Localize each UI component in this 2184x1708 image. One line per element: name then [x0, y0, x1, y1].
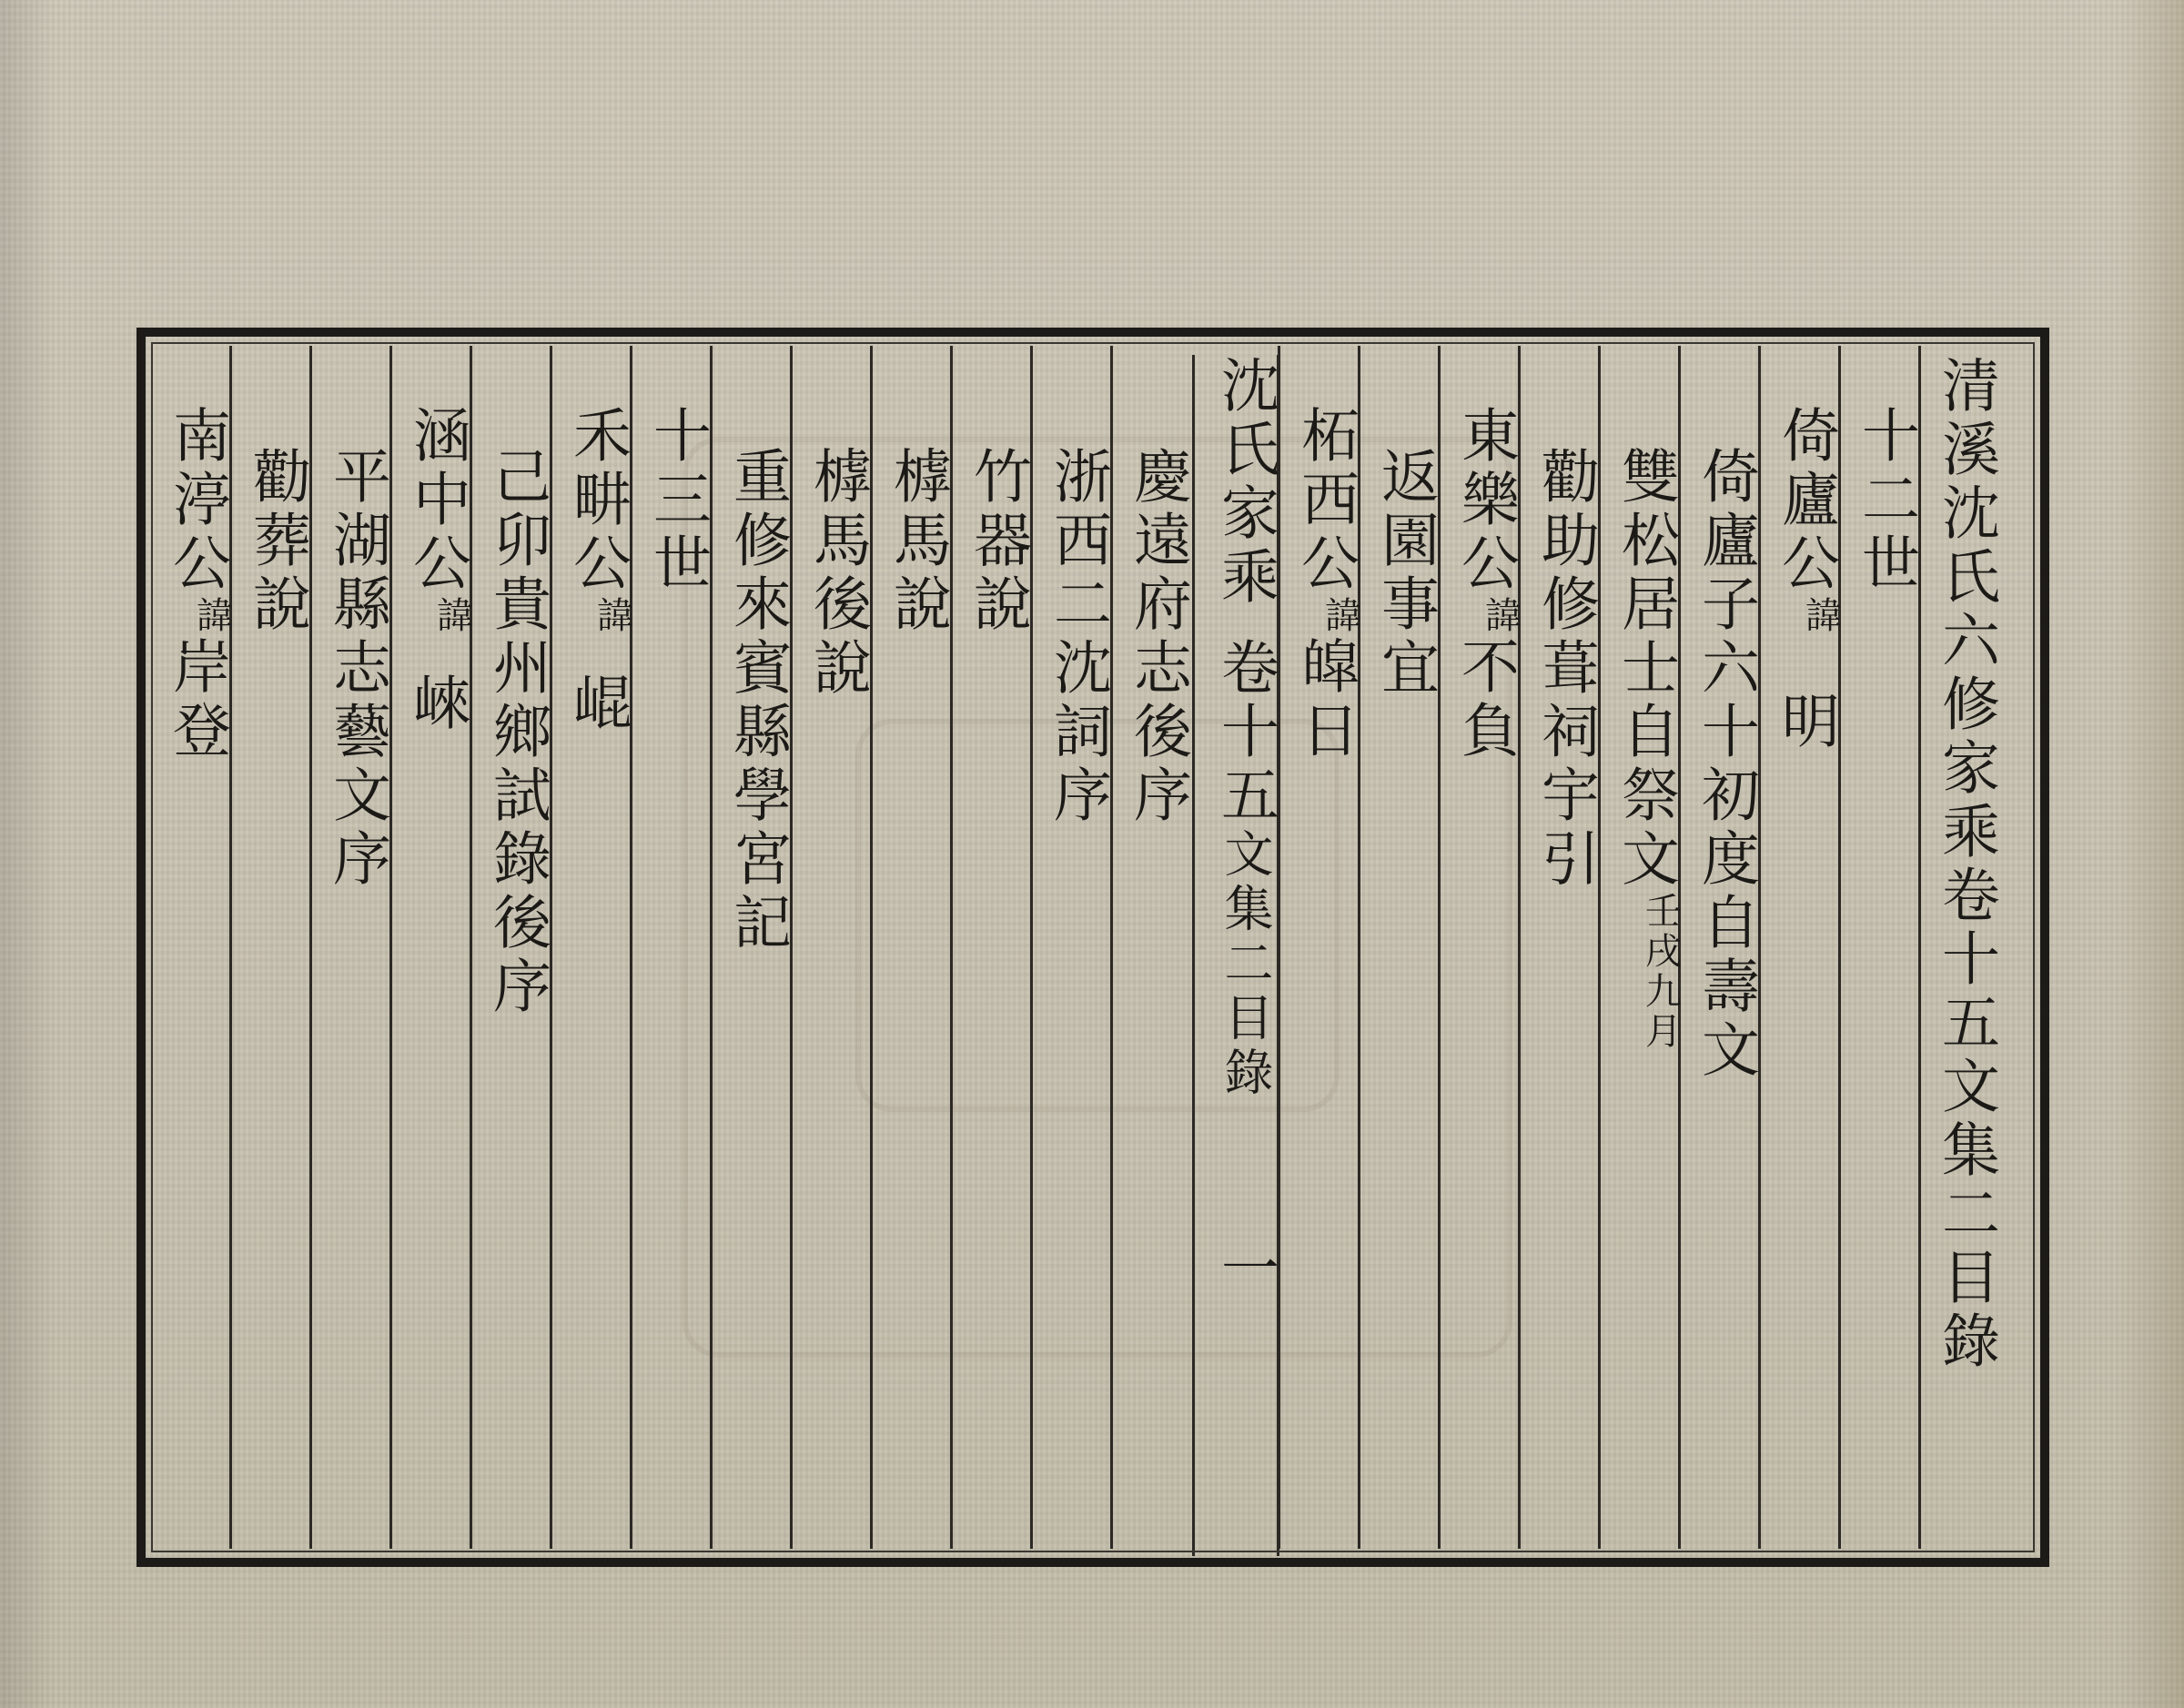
running-title: 清溪沈氏六修家乘卷十五文集二目錄	[1932, 355, 1999, 1374]
column-rule	[710, 346, 713, 1549]
person-entry-yilu: 倚廬公諱明	[1772, 405, 1842, 754]
column-rule	[1598, 346, 1601, 1549]
column-rule	[470, 346, 472, 1549]
column-rule	[870, 346, 873, 1549]
column-rule	[1030, 346, 1033, 1549]
toc-entry: 㯉馬說	[884, 446, 951, 637]
column-rule	[950, 346, 953, 1549]
person-entry-dongle: 東樂公諱不負	[1451, 405, 1522, 763]
column-rule	[1438, 346, 1441, 1549]
person-entry-hanzhong: 涵中公諱崍	[403, 405, 473, 736]
toc-entry: 平湖縣志藝文序	[323, 446, 390, 892]
column-rule	[389, 346, 392, 1549]
generation-heading-13: 十三世	[643, 405, 711, 596]
generation-heading-12: 十二世	[1852, 405, 1919, 596]
toc-entry: 勸助修葺祠宇引	[1532, 446, 1599, 892]
column-rule	[1278, 346, 1280, 1549]
toc-entry: 己卯貴州鄉試錄後序	[483, 446, 551, 1019]
text-frame	[136, 328, 2049, 1567]
column-rule	[1358, 346, 1360, 1549]
column-rule	[1518, 346, 1521, 1549]
person-entry-zhexi: 柘西公諱皡日	[1291, 405, 1361, 763]
toc-entry: 重修來賓縣學宮記	[723, 446, 791, 955]
center-spine	[1192, 355, 1279, 1556]
column-rule	[309, 346, 312, 1549]
page-shadow-left	[0, 0, 55, 1708]
page-shadow-right	[2120, 0, 2184, 1708]
column-rule	[550, 346, 552, 1549]
toc-entry: 返園事宜	[1371, 446, 1439, 701]
column-rule	[1838, 346, 1841, 1549]
column-rule	[630, 346, 632, 1549]
person-entry-nanting: 南渟公諱岸登	[163, 405, 233, 763]
column-rule	[1758, 346, 1761, 1549]
toc-entry: 浙西二沈詞序	[1044, 446, 1111, 828]
toc-entry: 雙松居士自祭文壬戌九月	[1612, 446, 1682, 1052]
column-rule	[229, 346, 232, 1549]
column-rule	[790, 346, 793, 1549]
toc-entry: 竹器說	[964, 446, 1031, 637]
column-rule	[1678, 346, 1681, 1549]
spine-column: 沈氏家乘卷十五文集二目錄一	[1211, 355, 1279, 1301]
watermark-seal	[682, 437, 1512, 1358]
toc-entry: 倚廬子六十初度自壽文	[1692, 446, 1759, 1083]
column-rule	[1110, 346, 1113, 1549]
toc-entry: 勸葬說	[243, 446, 310, 637]
toc-entry: 㯉馬後說	[804, 446, 871, 701]
column-rule	[1918, 346, 1921, 1549]
toc-entry: 慶遠府志後序	[1124, 446, 1191, 828]
person-entry-hegeng: 禾畊公諱崐	[563, 405, 633, 736]
watermark-seal-inner	[855, 719, 1340, 1112]
